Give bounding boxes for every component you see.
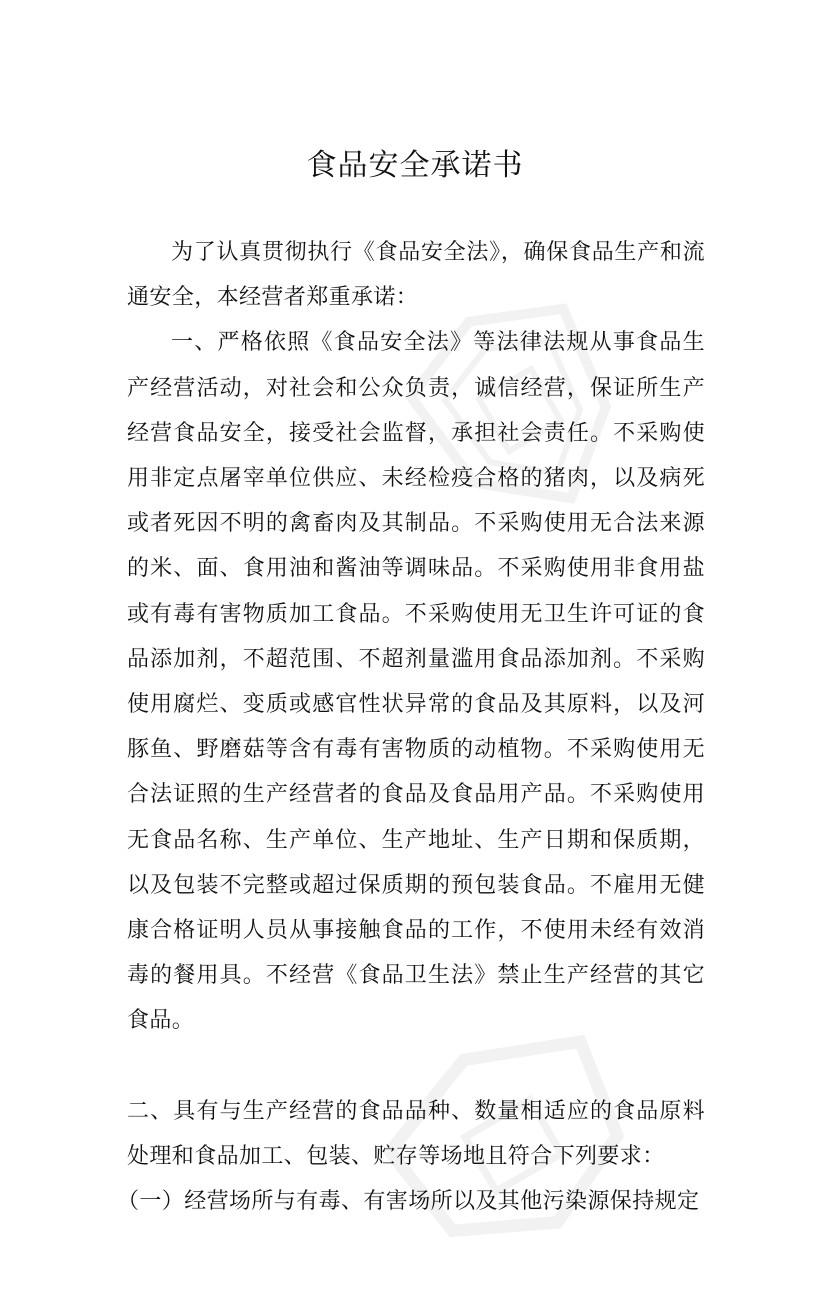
clause-one-paragraph: 一、严格依照《食品安全法》等法律法规从事食品生产经营活动，对社会和公众负责，诚信经营，保证所生产经营食品安全，接受社会监督，承担社会责任。不采购使用非定点屠宰单位供应、未经检疫合格的猪肉，以及病死或者死因不明的禽畜肉及其制品。不采购使用无合法来源的米、面、食用油和酱油等调味品。不采购使用非食用盐或有毒有害物质加工食品。不采购使用无卫生许可证的食品添加剂，不超范围、不超剂量滥用食品添加剂。不采购使用腐烂、变质或感官性状异常的食品及其原料，以及河豚鱼、野磨菇等含有毒有害物质的动植物。不采购使用无合法证照的生产经营者的食品及食品用产品。不采购使用无食品名称、生产单位、生产地址、生产日期和保质期，以及包装不完整或超过保质期的预包装食品。不雇用无健康合格证明人员从事接触食品的工作，不使用未经有效消毒的餐用具。不经营《食品卫生法》禁止生产经营的其它食品。 <box>127 330 705 1034</box>
document-body <box>117 230 705 1224</box>
sub-item-one-paragraph: （一）经营场所与有毒、有害场所以及其他污染源保持规定 <box>117 1189 700 1215</box>
intro-paragraph: 为了认真贯彻执行《食品安全法》，确保食品生产和流通安全，本经营者郑重承诺： <box>127 240 705 311</box>
clause-two-paragraph: 二、具有与生产经营的食品品种、数量相适应的食品原料处理和食品加工、包装、贮存等场地且符合下列要求： <box>127 1098 705 1170</box>
page-title: 食品安全承诺书 <box>306 148 524 183</box>
